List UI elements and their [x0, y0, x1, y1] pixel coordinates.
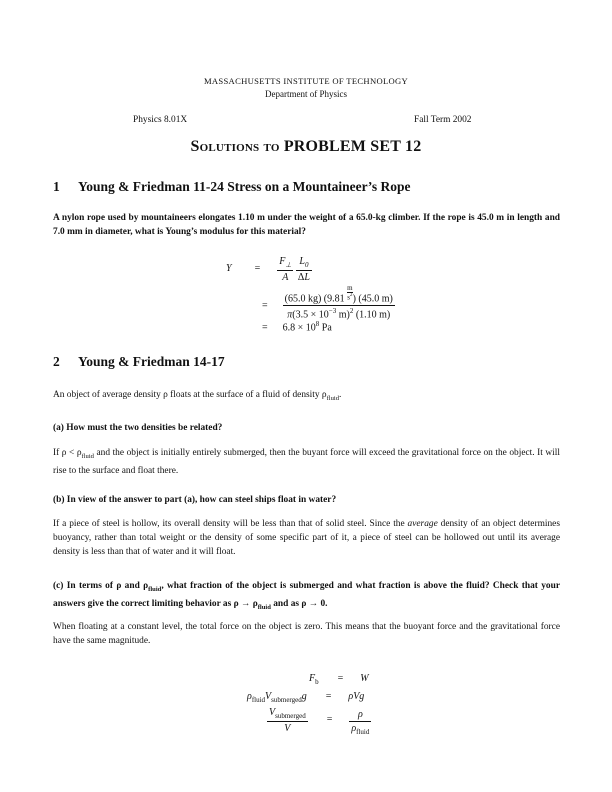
result-exponent: 8	[315, 320, 320, 328]
equation-1-line-2: = (65.0 kg) (9.81 $\frac{m}{s^2}$ ) (45.0 m) $\pi(3.5 \times 10^{-3}$ m)$^2$ (1.10 m)	[262, 284, 393, 321]
equation-2-line-3: $\frac{V_{submerged}}{V}$ = $\frac{\rho}{\rho_{fluid}}$	[269, 707, 370, 736]
result-unit: Pa	[319, 322, 332, 334]
equation-1-result: = $6.8 \times 10^8$ Pa	[262, 320, 332, 334]
question-b: (b) In view of the answer to part (a), how can steel ships float in water?	[53, 495, 337, 505]
section-2-number: 2	[53, 354, 60, 369]
institution-name: MASSACHUSETTS INSTITUTE OF TECHNOLOGY	[203, 76, 409, 86]
question-a: (a) How must the two densities be related?	[53, 423, 223, 433]
term-label: Fall Term 2002	[414, 115, 472, 125]
equation-2-line-1: $F_b = W$	[309, 673, 369, 686]
problem-2-intro: An object of average density ρ floats at the surface of a fluid of density $\rho_{fluid}$.	[53, 390, 342, 402]
result-value: 6.8 × 10	[282, 322, 316, 334]
equation-2-line-2: $\rho_{fluid}V_{submerged}g = \rho Vg$	[247, 691, 365, 704]
section-1-number: 1	[53, 179, 60, 194]
title-main: PROBLEM SET 12	[283, 138, 422, 155]
course-number: Physics 8.01X	[133, 115, 188, 125]
answer-a: If $\rho < \rho_{fluid}$ and the object is initially entirely submerged, then the buyant force will exceed the gravitational force on the object. It will rise to the surface and float there.	[53, 448, 560, 477]
section-2-heading	[53, 354, 225, 370]
section-1-heading	[53, 179, 411, 195]
answer-c: When floating at a constant level, the total force on the object is zero. This means that the buoyant force and the gravitational force have the same magnitude.	[53, 622, 560, 647]
title-smallcaps: Solutions to	[190, 138, 280, 155]
department-name: Department of Physics	[265, 89, 347, 99]
answer-b: If a piece of steel is hollow, its overall density will be less than that of solid steel. Since the average density of an object determines buoyancy, rather than total weight or the density of some specific part of it, a piece of steel can be hollowed out until its average density is less than that of water and it will float.	[53, 519, 560, 558]
equation-1-line-1: Y = $\frac{F_\perp}{A}$ $\frac{L_0}{\Delta L}$	[226, 256, 310, 283]
question-c: (c) In terms of ρ and $\rho_{fluid}$, what fraction of the object is submerged and what fraction is above the fluid? Check that your answers give the correct limiting behavior as $\rho \to \rho_{fluid}$ and as ρ → 0.	[53, 581, 560, 611]
page-title	[0, 138, 612, 156]
section-1-title: Young & Friedman 11-24 Stress on a Mountaineer’s Rope	[78, 179, 411, 194]
problem-1-statement: A nylon rope used by mountaineers elongates 1.10 m under the weight of a 65.0-kg climber. If the rope is 45.0 m in length and 7.0 mm in diameter, what is Young’s modulus for this material?	[53, 213, 560, 238]
section-2-title: Young & Friedman 14-17	[78, 354, 225, 369]
